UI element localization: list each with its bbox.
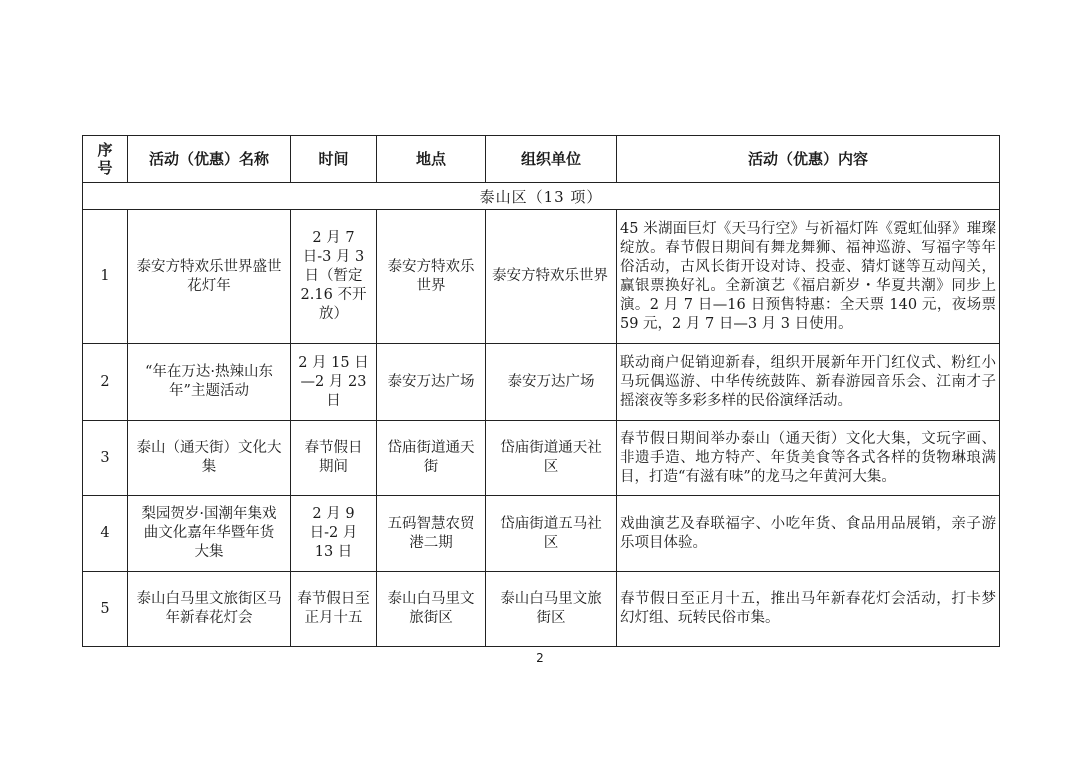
activity-name: 泰山（通天街）文化大集 — [128, 421, 291, 496]
header-place: 地点 — [377, 136, 486, 183]
activity-content: 45 米湖面巨灯《天马行空》与祈福灯阵《霓虹仙驿》璀璨绽放。春节假日期间有舞龙舞狮、福神巡游、写福字等年俗活动，古风长街开设对诗、投壶、猜灯谜等互动闯关，赢银票换好礼。全新演艺《福启新岁・华夏共潮》同步上演。2 月 7 日—16 日预售特惠：全天票 140 元，夜场票 59 元，2 月 7 日—3 月 3 日使用。 — [617, 210, 1000, 344]
activity-name: 泰安方特欢乐世界盛世花灯年 — [128, 210, 291, 344]
activity-time: 2 月 15 日—2 月 23 日 — [291, 344, 377, 421]
table-row — [83, 572, 1000, 647]
organizer: 岱庙街道通天社区 — [486, 421, 617, 496]
activity-name: “年在万达·热辣山东年”主题活动 — [128, 344, 291, 421]
organizer: 泰安万达广场 — [486, 344, 617, 421]
row-number: 1 — [83, 210, 128, 344]
activity-time: 春节假日至正月十五 — [291, 572, 377, 647]
row-number: 5 — [83, 572, 128, 647]
header-no: 序号 — [83, 136, 128, 183]
activity-place: 泰安方特欢乐世界 — [377, 210, 486, 344]
activities-table — [82, 135, 1000, 647]
header-time: 时间 — [291, 136, 377, 183]
header-row — [83, 136, 1000, 183]
activity-time: 2 月 9 日-2 月 13 日 — [291, 496, 377, 572]
section-title: 泰山区（13 项） — [83, 183, 1000, 210]
activity-place: 泰安万达广场 — [377, 344, 486, 421]
activity-content: 春节假日期间举办泰山（通天街）文化大集，文玩字画、非遗手造、地方特产、年货美食等各式各样的货物琳琅满目，打造“有滋有味”的龙马之年黄河大集。 — [617, 421, 1000, 496]
table-row — [83, 496, 1000, 572]
activity-name: 梨园贺岁·国潮年集戏曲文化嘉年华暨年货大集 — [128, 496, 291, 572]
page-number: 2 — [536, 651, 544, 665]
organizer: 泰山白马里文旅街区 — [486, 572, 617, 647]
header-content: 活动（优惠）内容 — [617, 136, 1000, 183]
header-org: 组织单位 — [486, 136, 617, 183]
activity-place: 泰山白马里文旅街区 — [377, 572, 486, 647]
header-name: 活动（优惠）名称 — [128, 136, 291, 183]
activity-time: 春节假日期间 — [291, 421, 377, 496]
activity-time: 2 月 7 日-3 月 3 日（暂定 2.16 不开放） — [291, 210, 377, 344]
section-row — [83, 183, 1000, 210]
activity-content: 春节假日至正月十五，推出马年新春花灯会活动，打卡梦幻灯组、玩转民俗市集。 — [617, 572, 1000, 647]
activity-name: 泰山白马里文旅街区马年新春花灯会 — [128, 572, 291, 647]
row-number: 4 — [83, 496, 128, 572]
activity-place: 五码智慧农贸港二期 — [377, 496, 486, 572]
table-row — [83, 421, 1000, 496]
organizer: 岱庙街道五马社区 — [486, 496, 617, 572]
activity-content: 联动商户促销迎新春，组织开展新年开门红仪式、粉红小马玩偶巡游、中华传统鼓阵、新春游园音乐会、江南才子摇滚夜等多彩多样的民俗演绎活动。 — [617, 344, 1000, 421]
activity-place: 岱庙街道通天街 — [377, 421, 486, 496]
table-row — [83, 344, 1000, 421]
row-number: 3 — [83, 421, 128, 496]
row-number: 2 — [83, 344, 128, 421]
activity-content: 戏曲演艺及春联福字、小吃年货、食品用品展销，亲子游乐项目体验。 — [617, 496, 1000, 572]
organizer: 泰安方特欢乐世界 — [486, 210, 617, 344]
table-row — [83, 210, 1000, 344]
